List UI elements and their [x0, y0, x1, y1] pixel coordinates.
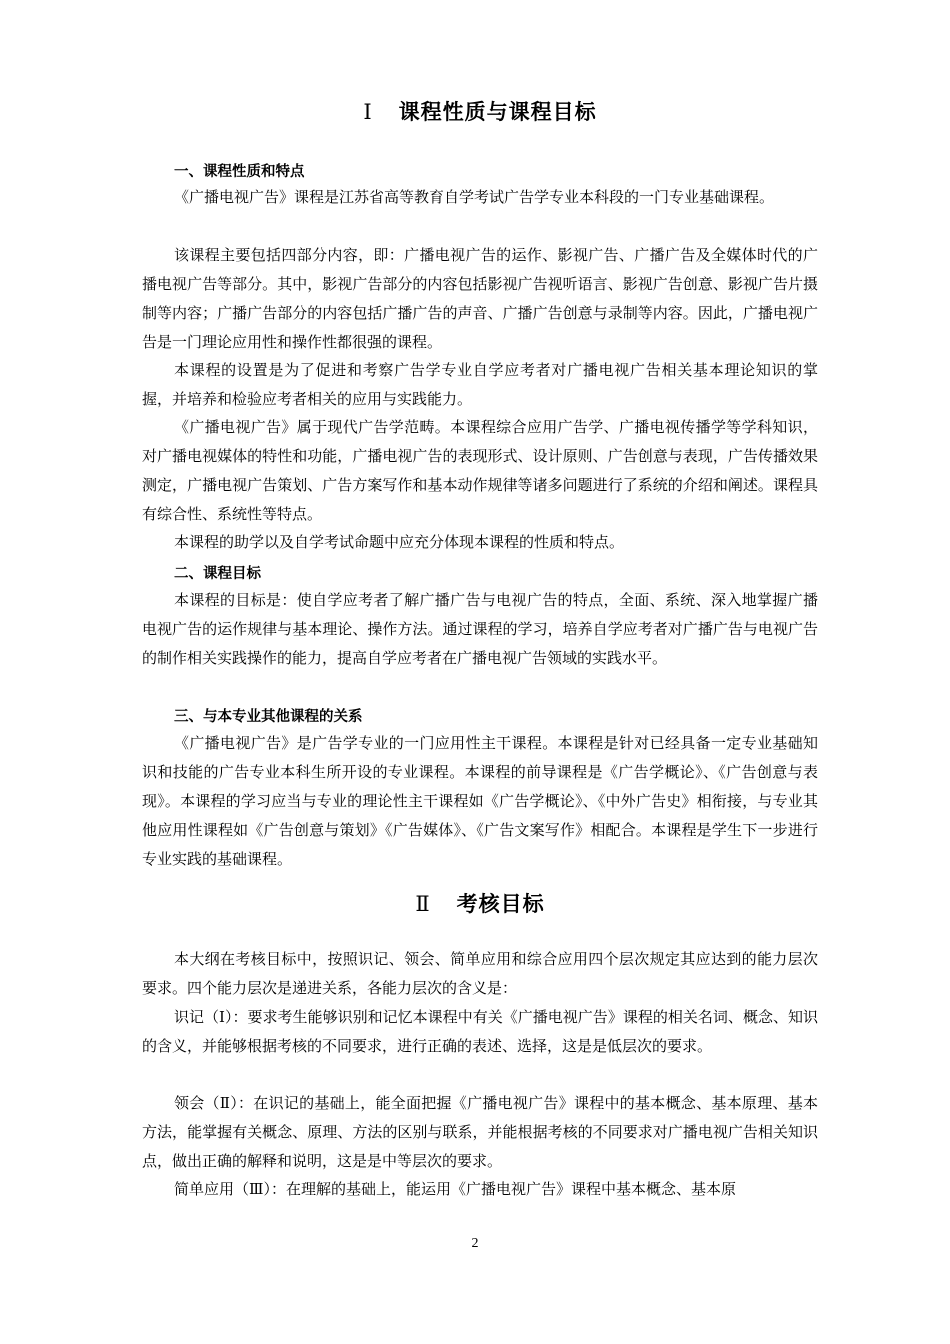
page-number: 2	[471, 1236, 479, 1251]
section-heading-1	[142, 96, 818, 126]
section-numeral: Ⅱ	[415, 892, 431, 916]
paragraph: 本课程的目标是：使自学应考者了解广播广告与电视广告的特点，全面、系统、深入地掌握广播电视广告的运作规律与基本理论、操作方法。通过课程的学习，培养自学应考者对广播广告与电视广告的制作相关实践操作的能力，提高自学应考者在广播电视广告领域的实践水平。	[142, 591, 818, 667]
subsection-heading: 三、与本专业其他课程的关系	[174, 709, 363, 725]
section-numeral: Ⅰ	[363, 100, 373, 124]
section-title: 课程性质与课程目标	[398, 100, 597, 124]
paragraph: 该课程主要包括四部分内容，即：广播电视广告的运作、影视广告、广播广告及全媒体时代的广播电视广告等部分。其中，影视广告部分的内容包括影视广告视听语言、影视广告创意、影视广告片摄制等内容；广播广告部分的内容包括广播广告的声音、广播广告创意与录制等内容。因此，广播电视广告是一门理论应用性和操作性都很强的课程。	[142, 246, 818, 351]
paragraph: 本课程的助学以及自学考试命题中应充分体现本课程的性质和特点。	[174, 533, 625, 551]
paragraph: 《广播电视广告》是广告学专业的一门应用性主干课程。本课程是针对已经具备一定专业基础知识和技能的广告专业本科生所开设的专业课程。本课程的前导课程是《广告学概论》、《广告创意与表现》。本课程的学习应当与专业的理论性主干课程如《广告学概论》、《中外广告史》相衔接，与专业其他应用性课程如《广告创意与策划》《广告媒体》、《广告文案写作》相配合。本课程是学生下一步进行专业实践的基础课程。	[142, 734, 818, 868]
paragraph: 简单应用（Ⅲ）：在理解的基础上，能运用《广播电视广告》课程中基本概念、基本原	[174, 1180, 736, 1198]
section-heading-2	[142, 888, 818, 918]
subsection-heading: 二、课程目标	[174, 566, 261, 582]
paragraph: 本大纲在考核目标中，按照识记、领会、简单应用和综合应用四个层次规定其应达到的能力层次要求。四个能力层次是递进关系，各能力层次的含义是：	[142, 950, 818, 997]
section-title: 考核目标	[456, 892, 545, 916]
paragraph: 领会（Ⅱ）：在识记的基础上，能全面把握《广播电视广告》课程中的基本概念、基本原理、基本方法，能掌握有关概念、原理、方法的区别与联系，并能根据考核的不同要求对广播电视广告相关知识点，做出正确的解释和说明，这是是中等层次的要求。	[142, 1094, 818, 1170]
paragraph: 《广播电视广告》课程是江苏省高等教育自学考试广告学专业本科段的一门专业基础课程。	[174, 188, 775, 206]
paragraph: 本课程的设置是为了促进和考察广告学专业自学应考者对广播电视广告相关基本理论知识的掌握，并培养和检验应考者相关的应用与实践能力。	[142, 361, 818, 408]
paragraph: 识记（Ⅰ）：要求考生能够识别和记忆本课程中有关《广播电视广告》课程的相关名词、概念、知识的含义，并能够根据考核的不同要求，进行正确的表述、选择，这是是低层次的要求。	[142, 1008, 818, 1055]
paragraph: 《广播电视广告》属于现代广告学范畴。本课程综合应用广告学、广播电视传播学等学科知识，对广播电视媒体的特性和功能，广播电视广告的表现形式、设计原则、广告创意与表现，广告传播效果测定，广播电视广告策划、广告方案写作和基本动作规律等诸多问题进行了系统的介绍和阐述。课程具有综合性、系统性等特点。	[142, 418, 818, 523]
subsection-heading: 一、课程性质和特点	[174, 164, 305, 180]
